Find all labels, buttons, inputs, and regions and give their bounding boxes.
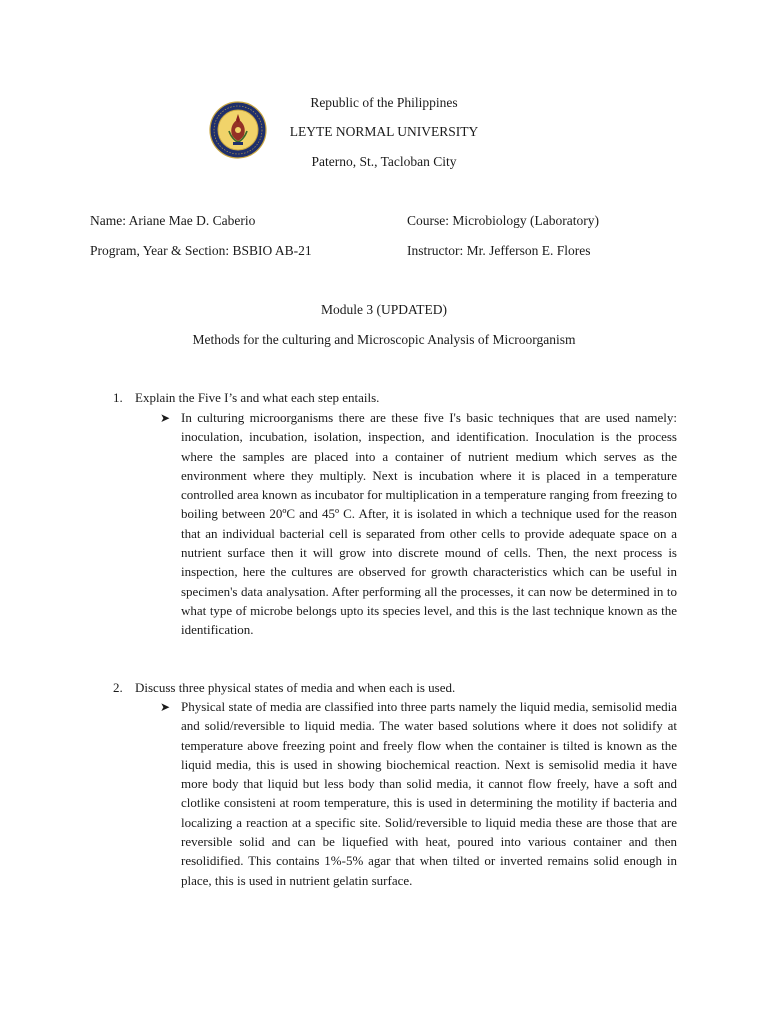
answer-text: Physical state of media are classified into three parts namely the liquid media, semisolid media and solid/reversible to liquid media. The water based solutions where it does not solidify at temperature above freezing point and freely flow when the container is tilted is known as the liquid media, this is used in showing biochemical reaction. Next is semisolid media it have more body that liquid but less body than solid media, it cannot flow freely, have a soft and clotlike consisteni at room temperature, this is used in determining the motility if bacteria and localizing a reaction at a specific site. Solid/reversible to liquid media these are those that are reversible solid and can be liquefied with heat, poured into various container and then resolidified. This contains 1%-5% agar that when tilted or inverted remains solid enough in place, this is used in nutrient gelatin surface.	[181, 699, 677, 888]
question-number: 2.	[113, 680, 123, 695]
header-university: LEYTE NORMAL UNIVERSITY	[289, 124, 479, 139]
question-number: 1.	[113, 390, 123, 405]
header-address: Paterno, St., Tacloban City	[311, 154, 457, 169]
arrow-bullet-icon: ➤	[160, 700, 171, 714]
module-subtitle: Methods for the culturing and Microscopic Analysis of Microorganism	[192, 332, 576, 347]
instructor-info: Instructor: Mr. Jefferson E. Flores	[407, 243, 591, 258]
question-text: Discuss three physical states of media and when each is used.	[135, 680, 456, 695]
module-title: Module 3 (UPDATED)	[321, 302, 447, 317]
question-text: Explain the Five I’s and what each step entails.	[135, 390, 380, 405]
student-name: Name: Ariane Mae D. Caberio	[90, 213, 256, 228]
course-info: Course: Microbiology (Laboratory)	[407, 213, 599, 228]
arrow-bullet-icon: ➤	[160, 411, 171, 425]
answer-text: In culturing microorganisms there are these five I's basic techniques that are used namely: inoculation, incubation, isolation, inspection, and identification. Inoculation is the process where the samples are placed into a container of nutrient medium which serves as the environment where they multiply. Next is incubation where it is placed in a temperature controlled area known as incubator for multiplication in a temperature ranging from freezing to boiling between 20ºC and 45º C. After, it is isolated in which a technique used for the reason that an individual bacterial cell is separated from other cells to provide adequate space on a nutrient surface then it will grow into discrete mound of cells. Then, the next process is inspection, here the cultures are observed for growth characteristics which can be useful in specimen's data analysation. After performing all the processes, it can now be determined in to what type of microbe belongs upto its species level, and this is the last technique known as the identification.	[181, 410, 677, 638]
header-country: Republic of the Philippines	[310, 95, 458, 110]
program-info: Program, Year & Section: BSBIO AB-21	[90, 243, 312, 258]
